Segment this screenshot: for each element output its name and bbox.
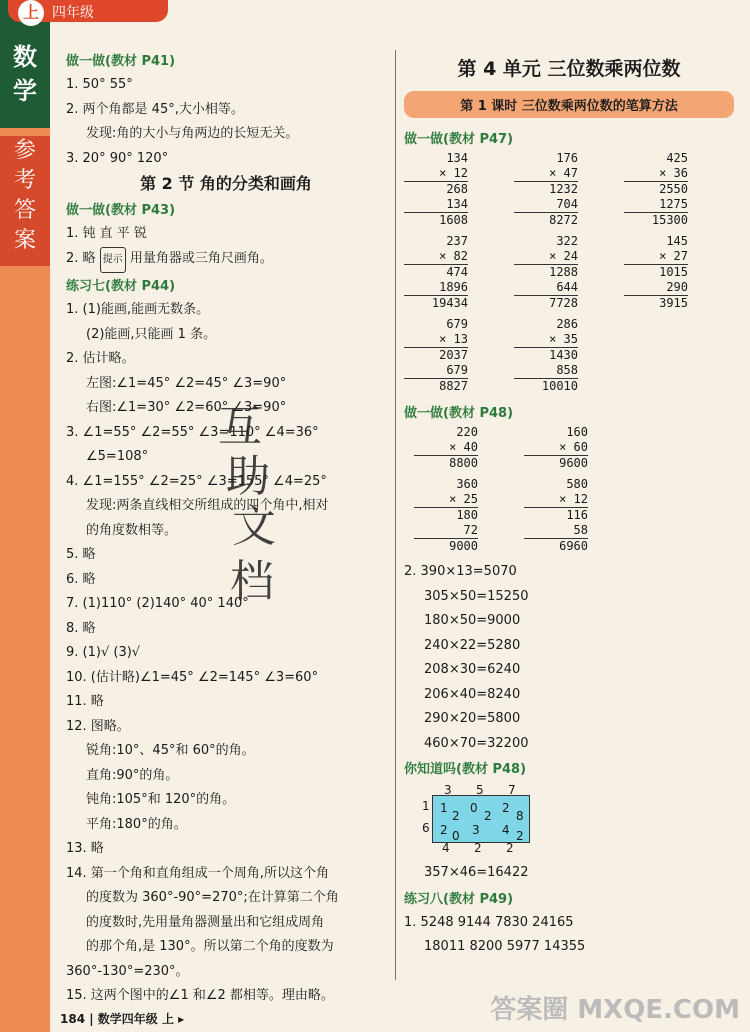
calc-row: 8800	[449, 456, 478, 470]
calc-row: 8827	[439, 379, 468, 393]
answer-line: 1. 5248 9144 7830 24165	[404, 914, 574, 930]
calc-row: × 25	[414, 492, 478, 508]
answer-line: 1. 钝 直 平 锐	[66, 226, 147, 241]
calc-row: × 12	[524, 492, 588, 508]
vertical-calc	[524, 425, 634, 471]
product-line: 460×70=32200	[424, 735, 529, 751]
calc-row: 1015	[659, 265, 688, 279]
calc-row: 2550	[659, 182, 688, 196]
vertical-calc	[404, 317, 514, 394]
product-line: 180×50=9000	[424, 613, 521, 628]
answer-text: 2. 略	[66, 250, 96, 266]
calc-row: 2037	[439, 348, 468, 362]
lattice-cell: 1	[440, 801, 448, 815]
product-list	[404, 560, 734, 756]
calc-row: 1288	[549, 265, 578, 279]
vertical-calc	[624, 151, 734, 228]
section-p48-know: 你知道吗(教材 P48)	[404, 762, 527, 777]
stamp-char-3: 文	[232, 501, 276, 552]
watermark: 答案圈 MXQE.COM	[490, 995, 740, 1025]
calc-row: 145	[666, 234, 688, 248]
calc-row: 8272	[549, 213, 578, 227]
calc-row: 644	[514, 280, 578, 296]
calc-row: × 13	[404, 332, 468, 348]
lattice-result: 357×46=16422	[424, 865, 529, 880]
calc-grid	[404, 151, 734, 400]
lattice-top: 5	[476, 783, 484, 797]
exercise-line: 直角:90°的角。	[86, 767, 179, 783]
vertical-calc	[414, 425, 524, 471]
calc-row: 704	[514, 197, 578, 213]
column-divider	[395, 50, 396, 980]
exercise-line: 的度数为 360°-90°=270°;在计算第二个角	[86, 890, 339, 905]
calc-row: × 24	[514, 249, 578, 265]
calc-row: 6960	[559, 539, 588, 553]
lattice-cell: 8	[516, 809, 524, 823]
vertical-calc	[414, 477, 524, 554]
right-column	[404, 48, 734, 960]
answer-line: 3. 20° 90° 120°	[66, 150, 169, 166]
calc-row: × 12	[404, 166, 468, 182]
lattice-top: 3	[444, 783, 452, 797]
exercise-line: 发现:两条直线相交所组成的四个角中,相对	[86, 498, 329, 513]
calc-row: 425	[666, 151, 688, 165]
section-p47: 做一做(教材 P47)	[404, 132, 514, 147]
exercise-line: 360°-130°=230°。	[66, 963, 189, 979]
exercise-line: 4. ∠1=155° ∠2=25° ∠3=155° ∠4=25°	[66, 473, 327, 489]
calc-row: 9600	[559, 456, 588, 470]
answer-line: 发现:角的大小与角两边的长短无关。	[86, 126, 299, 141]
exercise-line: 右图:∠1=30° ∠2=60° ∠3=90°	[86, 400, 287, 415]
calc-row: 474	[446, 265, 468, 279]
calc-row: × 60	[524, 440, 588, 456]
calc-row: 1232	[549, 182, 578, 196]
lattice-cell: 4	[502, 823, 510, 837]
stamp-char-2: 助	[226, 451, 270, 502]
exercise-line: 左图:∠1=45° ∠2=45° ∠3=90°	[86, 375, 287, 391]
product-line: 290×20=5800	[424, 711, 521, 726]
exercise-line: (2)能画,只能画 1 条。	[86, 326, 217, 342]
calc-row: 7728	[549, 296, 578, 310]
calc-grid-2	[404, 425, 734, 560]
calc-row: × 36	[624, 166, 688, 182]
calc-row: 1430	[549, 348, 578, 362]
tip-badge: 提示	[100, 247, 126, 274]
calc-row: 72	[414, 523, 478, 539]
vertical-calc	[524, 477, 634, 554]
unit-title: 第 4 单元 三位数乘两位数	[457, 58, 681, 80]
lattice-top: 7	[508, 783, 516, 797]
section-p41: 做一做(教材 P41)	[66, 54, 176, 69]
vertical-calc	[514, 317, 624, 394]
product-line: 208×30=6240	[424, 662, 521, 677]
exercise-line: 的度数时,先用量角器测量出和它组成周角	[86, 914, 325, 930]
calc-row: 1275	[624, 197, 688, 213]
stamp-char-1: 互	[218, 401, 262, 452]
exercise-line: 5. 略	[66, 547, 96, 562]
calc-row: 290	[624, 280, 688, 296]
calc-row: 19434	[431, 296, 468, 310]
exercise-line: 锐角:10°、45°和 60°的角。	[86, 743, 255, 758]
exercise-line: 11. 略	[66, 694, 104, 709]
exercise-line: 8. 略	[66, 620, 96, 636]
answers-char-4: 案	[13, 228, 36, 253]
product-line: 2. 390×13=5070	[404, 564, 517, 579]
calc-row: 9000	[449, 539, 478, 553]
lattice-cell: 2	[484, 809, 492, 823]
product-line: 240×22=5280	[424, 637, 521, 653]
exercise-line: 平角:180°的角。	[86, 816, 187, 832]
section-title: 第 2 节 角的分类和画角	[140, 174, 312, 193]
calc-row: 180	[456, 508, 478, 522]
calc-row: 237	[446, 234, 468, 248]
exercise-line: 7. (1)110° (2)140° 40° 140°	[66, 596, 249, 611]
lattice-cell: 3	[472, 823, 480, 837]
grade-badge: 上	[18, 0, 44, 26]
vertical-calc	[514, 234, 624, 311]
calc-row: × 35	[514, 332, 578, 348]
exercise-line: 钝角:105°和 120°的角。	[86, 792, 236, 807]
exercise-line: 2. 估计略。	[66, 351, 135, 366]
lesson-banner: 第 1 课时 三位数乘两位数的笔算方法	[404, 91, 734, 118]
answer-text: 用量角器或三角尺画角。	[129, 250, 273, 266]
stamp-char-4: 档	[230, 556, 274, 607]
vertical-calc	[404, 234, 514, 311]
subject-char-2: 学	[13, 77, 37, 105]
lattice-cell: 0	[452, 829, 460, 843]
answers-char-1: 参	[13, 138, 36, 163]
sidebar	[0, 0, 50, 1032]
calc-row: 580	[566, 477, 588, 491]
calc-row: 134	[446, 151, 468, 165]
answer-line: 2. 两个角都是 45°,大小相等。	[66, 101, 244, 117]
calc-row: 268	[446, 182, 468, 196]
left-column	[66, 48, 386, 1009]
vertical-calc	[624, 234, 734, 311]
calc-row: 10010	[541, 379, 578, 393]
calc-row: × 40	[414, 440, 478, 456]
section-p48: 做一做(教材 P48)	[404, 406, 514, 421]
calc-row: 116	[566, 508, 588, 522]
exercise-line: 3. ∠1=55° ∠2=55° ∠3=110° ∠4=36°	[66, 424, 319, 440]
calc-row: 679	[404, 363, 468, 379]
exercise-line: 12. 图略。	[66, 718, 130, 734]
answer-line: 1. 50° 55°	[66, 77, 133, 92]
exercise-line: 的那个角,是 130°。所以第二个角的度数为	[86, 939, 334, 954]
lattice-bottom: 2	[506, 841, 514, 855]
answers-char-2: 考	[13, 168, 36, 193]
exercise-line: 14. 第一个角和直角组成一个周角,所以这个角	[66, 865, 329, 881]
product-line: 305×50=15250	[424, 588, 529, 604]
calc-row: 1896	[404, 280, 468, 296]
answer-line	[66, 247, 386, 274]
lattice-side: 1	[422, 799, 430, 813]
calc-row: 360	[456, 477, 478, 491]
exercise-line: 6. 略	[66, 571, 96, 587]
calc-row: × 27	[624, 249, 688, 265]
subject-char-1: 数	[13, 43, 37, 71]
answer-line: 18011 8200 5977 14355	[424, 939, 586, 954]
lattice-cell: 0	[470, 801, 478, 815]
exercise-line: 15. 这两个图中的∠1 和∠2 都相等。理由略。	[66, 988, 334, 1003]
answers-tab	[0, 136, 50, 266]
calc-row: 679	[446, 317, 468, 331]
section-p43: 做一做(教材 P43)	[66, 203, 176, 218]
lattice-bottom: 2	[474, 841, 482, 855]
vertical-calc	[514, 151, 624, 228]
vertical-calc	[404, 151, 514, 228]
lattice-cell: 2	[502, 801, 510, 815]
calc-row: 858	[514, 363, 578, 379]
calc-row: 3915	[659, 296, 688, 310]
exercise-line: 9. (1)√ (3)√	[66, 645, 141, 660]
product-line: 206×40=8240	[424, 686, 521, 702]
calc-row: × 82	[404, 249, 468, 265]
calc-row: 220	[456, 425, 478, 439]
section-p49: 练习八(教材 P49)	[404, 891, 514, 907]
calc-row: 176	[556, 151, 578, 165]
lattice-diagram	[422, 783, 532, 853]
calc-row: 286	[556, 317, 578, 331]
grade-header	[8, 0, 168, 22]
lattice-bottom: 4	[442, 841, 450, 855]
exercise-line: 10. (估计略)∠1=45° ∠2=145° ∠3=60°	[66, 669, 319, 685]
lattice-side: 6	[422, 821, 430, 835]
answers-char-3: 答	[13, 198, 36, 223]
calc-row: 134	[404, 197, 468, 213]
exercise-line: 13. 略	[66, 841, 104, 856]
calc-row: 160	[566, 425, 588, 439]
exercise-line: 的角度数相等。	[86, 522, 178, 538]
calc-row: 15300	[651, 213, 688, 227]
calc-row: 322	[556, 234, 578, 248]
grade-label: 四年级	[52, 5, 94, 21]
calc-row: 1608	[439, 213, 468, 227]
calc-row: 58	[524, 523, 588, 539]
exercise-line: 1. (1)能画,能画无数条。	[66, 302, 210, 317]
calc-row: × 47	[514, 166, 578, 182]
section-p44: 练习七(教材 P44)	[66, 279, 176, 294]
lattice-cell: 2	[452, 809, 460, 823]
page-footer: 184 | 数学四年级 上 ▸	[60, 1012, 185, 1026]
lattice-cell: 2	[440, 823, 448, 837]
lattice-cell: 2	[516, 829, 524, 843]
exercise-line: ∠5=108°	[86, 449, 149, 464]
